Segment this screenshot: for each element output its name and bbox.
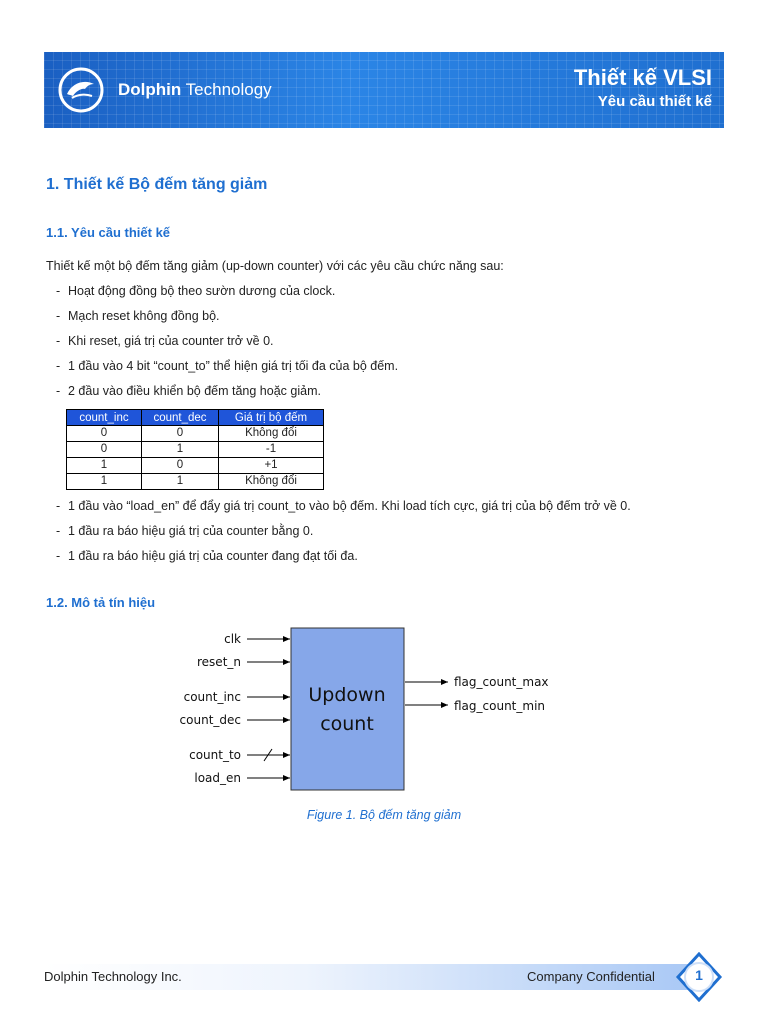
block-label-line2: count bbox=[320, 713, 374, 735]
section-heading: 1. Thiết kế Bộ đếm tăng giảm bbox=[46, 176, 268, 193]
counter-block bbox=[291, 628, 404, 790]
list-item: - 1 đầu ra báo hiệu giá trị của counter bằng 0. bbox=[56, 524, 314, 538]
input-label: load_en bbox=[194, 771, 241, 785]
table-cell: +1 bbox=[219, 458, 324, 474]
banner-title: Thiết kế VLSI bbox=[573, 65, 712, 90]
table-cell: 0 bbox=[67, 426, 142, 442]
table-header-cell: count_dec bbox=[142, 410, 219, 426]
input-label: count_to bbox=[189, 748, 241, 762]
banner-subtitle: Yêu cầu thiết kế bbox=[597, 93, 712, 110]
list-item: - 2 đầu vào điều khiển bộ đếm tăng hoặc giảm. bbox=[56, 384, 321, 398]
block-label-line1: Updown bbox=[308, 684, 386, 706]
list-item: - Mạch reset không đồng bộ. bbox=[56, 309, 220, 323]
table-cell: -1 bbox=[219, 442, 324, 458]
list-item: - Khi reset, giá trị của counter trở về 0. bbox=[56, 334, 274, 348]
input-label: clk bbox=[224, 632, 241, 646]
list-item: - Hoạt động đồng bộ theo sườn dương của clock. bbox=[56, 284, 336, 298]
table-cell: 1 bbox=[142, 442, 219, 458]
table-cell: 1 bbox=[67, 474, 142, 490]
input-label: reset_n bbox=[197, 655, 241, 669]
table-cell: Không đổi bbox=[219, 474, 324, 490]
table-cell: 1 bbox=[142, 474, 219, 490]
output-label: flag_count_min bbox=[454, 699, 546, 713]
table-cell: 0 bbox=[142, 426, 219, 442]
intro-paragraph: Thiết kế một bộ đếm tăng giảm (up-down counter) với các yêu cầu chức năng sau: bbox=[46, 259, 504, 273]
list-item: - 1 đầu vào “load_en” để đẩy giá trị count_to vào bộ đếm. Khi load tích cực, giá trị của bộ đếm trở về 0. bbox=[56, 499, 631, 513]
subsection-heading-requirements: 1.1. Yêu cầu thiết kế bbox=[46, 225, 171, 240]
table-header-cell: count_inc bbox=[67, 410, 142, 426]
table-cell: 0 bbox=[67, 442, 142, 458]
list-item: - 1 đầu ra báo hiệu giá trị của counter đang đạt tối đa. bbox=[56, 549, 358, 563]
figure-caption: Figure 1. Bộ đếm tăng giảm bbox=[306, 808, 462, 822]
table-cell: 1 bbox=[67, 458, 142, 474]
subsection-heading-signals: 1.2. Mô tả tín hiệu bbox=[46, 595, 156, 610]
page-number: 1 bbox=[695, 967, 703, 983]
table-cell: 0 bbox=[142, 458, 219, 474]
table-cell: Không đổi bbox=[219, 426, 324, 442]
output-label: flag_count_max bbox=[454, 675, 549, 689]
brand-name: Dolphin Technology bbox=[118, 80, 272, 99]
input-label: count_inc bbox=[183, 690, 241, 704]
footer-confidential: Company Confidential bbox=[527, 969, 655, 984]
input-label: count_dec bbox=[179, 713, 241, 727]
table-header-cell: Giá trị bộ đếm bbox=[219, 410, 324, 426]
list-item: - 1 đầu vào 4 bit “count_to” thể hiện giá trị tối đa của bộ đếm. bbox=[56, 359, 399, 373]
footer-company: Dolphin Technology Inc. bbox=[44, 969, 182, 984]
